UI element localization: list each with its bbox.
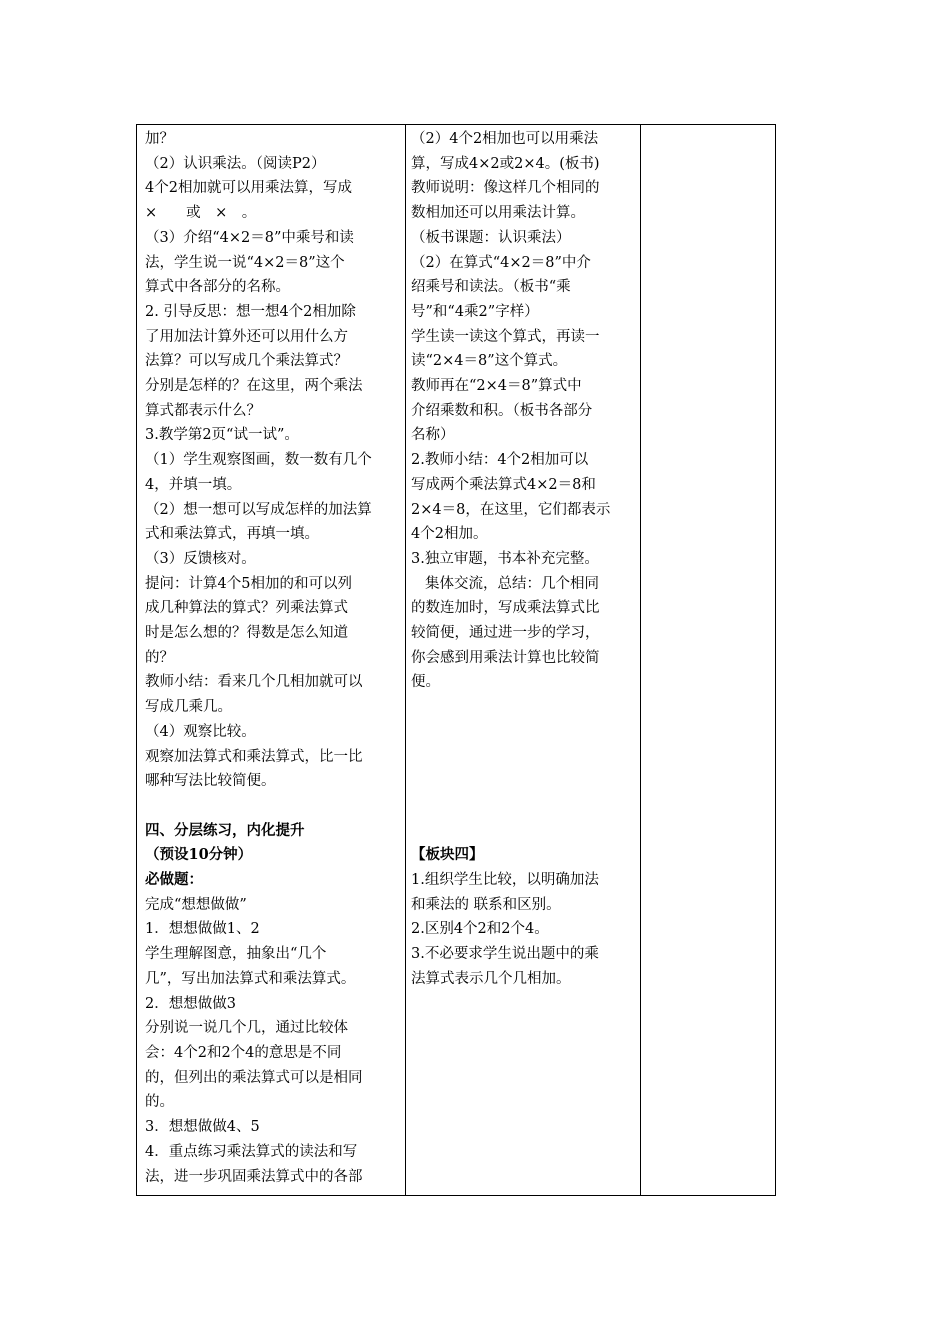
text-line: 写成两个乘法算式4×2＝8和 xyxy=(411,476,596,493)
text-line: 教师再在“2×4＝8”算式中 xyxy=(411,378,582,395)
text-line: 和乘法的 联系和区别。 xyxy=(411,896,561,913)
text-line: 教师小结：看来几个几相加就可以 xyxy=(145,674,363,691)
teaching-process-column xyxy=(145,127,397,1189)
text-line: 2×4＝8，在这里，它们都表示 xyxy=(411,501,611,518)
text-line xyxy=(411,794,633,819)
text-line: 2.区别4个2和2个4。 xyxy=(411,921,549,938)
text-line: 2.教师小结：4个2相加可以 xyxy=(411,452,589,469)
text-line: 3.独立审题，书本补充完整。 xyxy=(411,550,599,567)
text-line: 分别说一说几个几，通过比较体 xyxy=(145,1020,348,1037)
text-line: 1.组织学生比较，以明确加法 xyxy=(411,872,599,888)
text-line: 的？ xyxy=(145,649,174,666)
text-line: 必做题： xyxy=(145,871,203,889)
text-line: 学生读一读这个算式，再读一 xyxy=(411,328,600,345)
text-line: 法算？可以写成几个乘法算式？ xyxy=(145,353,348,370)
text-line: 4，并填一填。 xyxy=(145,476,242,493)
text-line: 4个2相加就可以用乘法算，写成 xyxy=(145,180,352,197)
text-line: 2．想想做做3 xyxy=(145,995,236,1012)
text-line: （3）反馈核对。 xyxy=(145,550,256,567)
text-line: 3.教学第2页“试一试”。 xyxy=(145,427,299,444)
text-line xyxy=(411,769,633,794)
text-line: 式和乘法算式，再填一填。 xyxy=(145,526,319,543)
text-line: （预设10分钟） xyxy=(145,846,253,864)
text-line: （2）4个2相加也可以用乘法 xyxy=(411,131,599,147)
text-line xyxy=(411,695,633,720)
text-line: 加？ xyxy=(145,131,174,147)
text-line: 的。 xyxy=(145,1094,174,1111)
lesson-plan-table xyxy=(136,124,776,1196)
text-line: 集体交流，总结：几个相同 xyxy=(425,575,599,592)
text-line: 了用加法计算外还可以用什么方 xyxy=(145,328,348,345)
text-line: 哪种写法比较简便。 xyxy=(145,773,276,790)
text-line: 便。 xyxy=(411,674,440,691)
text-line: 的，但列出的乘法算式可以是相同 xyxy=(145,1069,363,1086)
text-line: 【板块四】 xyxy=(411,846,484,864)
text-line: 数相加还可以用乘法计算。 xyxy=(411,205,585,222)
text-line: 算式都表示什么？ xyxy=(145,402,261,419)
text-line: 你会感到用乘法计算也比较简 xyxy=(411,649,600,666)
text-line: 1．想想做做1、2 xyxy=(145,921,260,938)
text-line: × 或 × 。 xyxy=(145,205,257,222)
text-line: （2）在算式“4×2＝8”中介 xyxy=(411,254,591,271)
column-divider xyxy=(405,125,406,1195)
text-line: 法，进一步巩固乘法算式中的各部 xyxy=(145,1168,363,1185)
text-line: 时是怎么想的？得数是怎么知道 xyxy=(145,625,348,642)
text-line: 名称） xyxy=(411,427,455,444)
text-line: 会：4个2和2个4的意思是不同 xyxy=(145,1045,342,1061)
text-line: 读“2×4＝8”这个算式。 xyxy=(411,353,568,370)
text-line: 观察加法算式和乘法算式，比一比 xyxy=(145,748,363,765)
text-line xyxy=(411,720,633,745)
text-line xyxy=(411,745,633,770)
text-line: （1）学生观察图画，数一数有几个 xyxy=(145,452,372,469)
text-line: 完成“想想做做” xyxy=(145,896,247,913)
text-line: 成几种算法的算式？列乘法算式 xyxy=(145,600,348,617)
text-line xyxy=(411,819,633,844)
text-line: 法，学生说一说“4×2＝8”这个 xyxy=(145,254,345,271)
text-line: 号”和“4乘2”字样） xyxy=(411,303,539,320)
design-intent-column xyxy=(411,127,633,992)
text-line: 四、分层练习，内化提升 xyxy=(145,821,305,839)
column-divider xyxy=(640,125,641,1195)
text-line: 的数连加时，写成乘法算式比 xyxy=(411,600,600,617)
text-line: 法算式表示几个几相加。 xyxy=(411,970,571,987)
text-line: 分别是怎样的？在这里，两个乘法 xyxy=(145,378,363,395)
text-line: 算，写成4×2或2×4。(板书) xyxy=(411,155,600,172)
text-line: 4个2相加。 xyxy=(411,526,488,543)
text-line: （板书课题：认识乘法） xyxy=(411,229,571,246)
text-line: 学生理解图意，抽象出“几个 xyxy=(145,946,327,963)
text-line: 2. 引导反思：想一想4个2相加除 xyxy=(145,303,356,320)
text-line: 介绍乘数和积。（板书各部分 xyxy=(411,402,593,419)
text-line: 提问：计算4个5相加的和可以列 xyxy=(145,575,352,592)
text-line: 教师说明：像这样几个相同的 xyxy=(411,180,600,197)
text-line: 4．重点练习乘法算式的读法和写 xyxy=(145,1143,358,1160)
text-line: 几”，写出加法算式和乘法算式。 xyxy=(145,970,356,987)
text-line: （2）认识乘法。（阅读P2） xyxy=(145,155,326,172)
text-line: 较简便，通过进一步的学习， xyxy=(411,625,600,642)
text-line xyxy=(145,794,397,819)
text-line: （4）观察比较。 xyxy=(145,723,256,740)
text-line: 3.不必要求学生说出题中的乘 xyxy=(411,946,599,963)
text-line: 写成几乘几。 xyxy=(145,699,232,716)
text-line: 3．想想做做4、5 xyxy=(145,1119,260,1136)
text-line: 算式中各部分的名称。 xyxy=(145,279,290,296)
text-line: （3）介绍“4×2＝8”中乘号和读 xyxy=(145,229,354,246)
text-line: （2）想一想可以写成怎样的加法算 xyxy=(145,501,372,518)
text-line: 绍乘号和读法。（板书“乘 xyxy=(411,279,571,296)
